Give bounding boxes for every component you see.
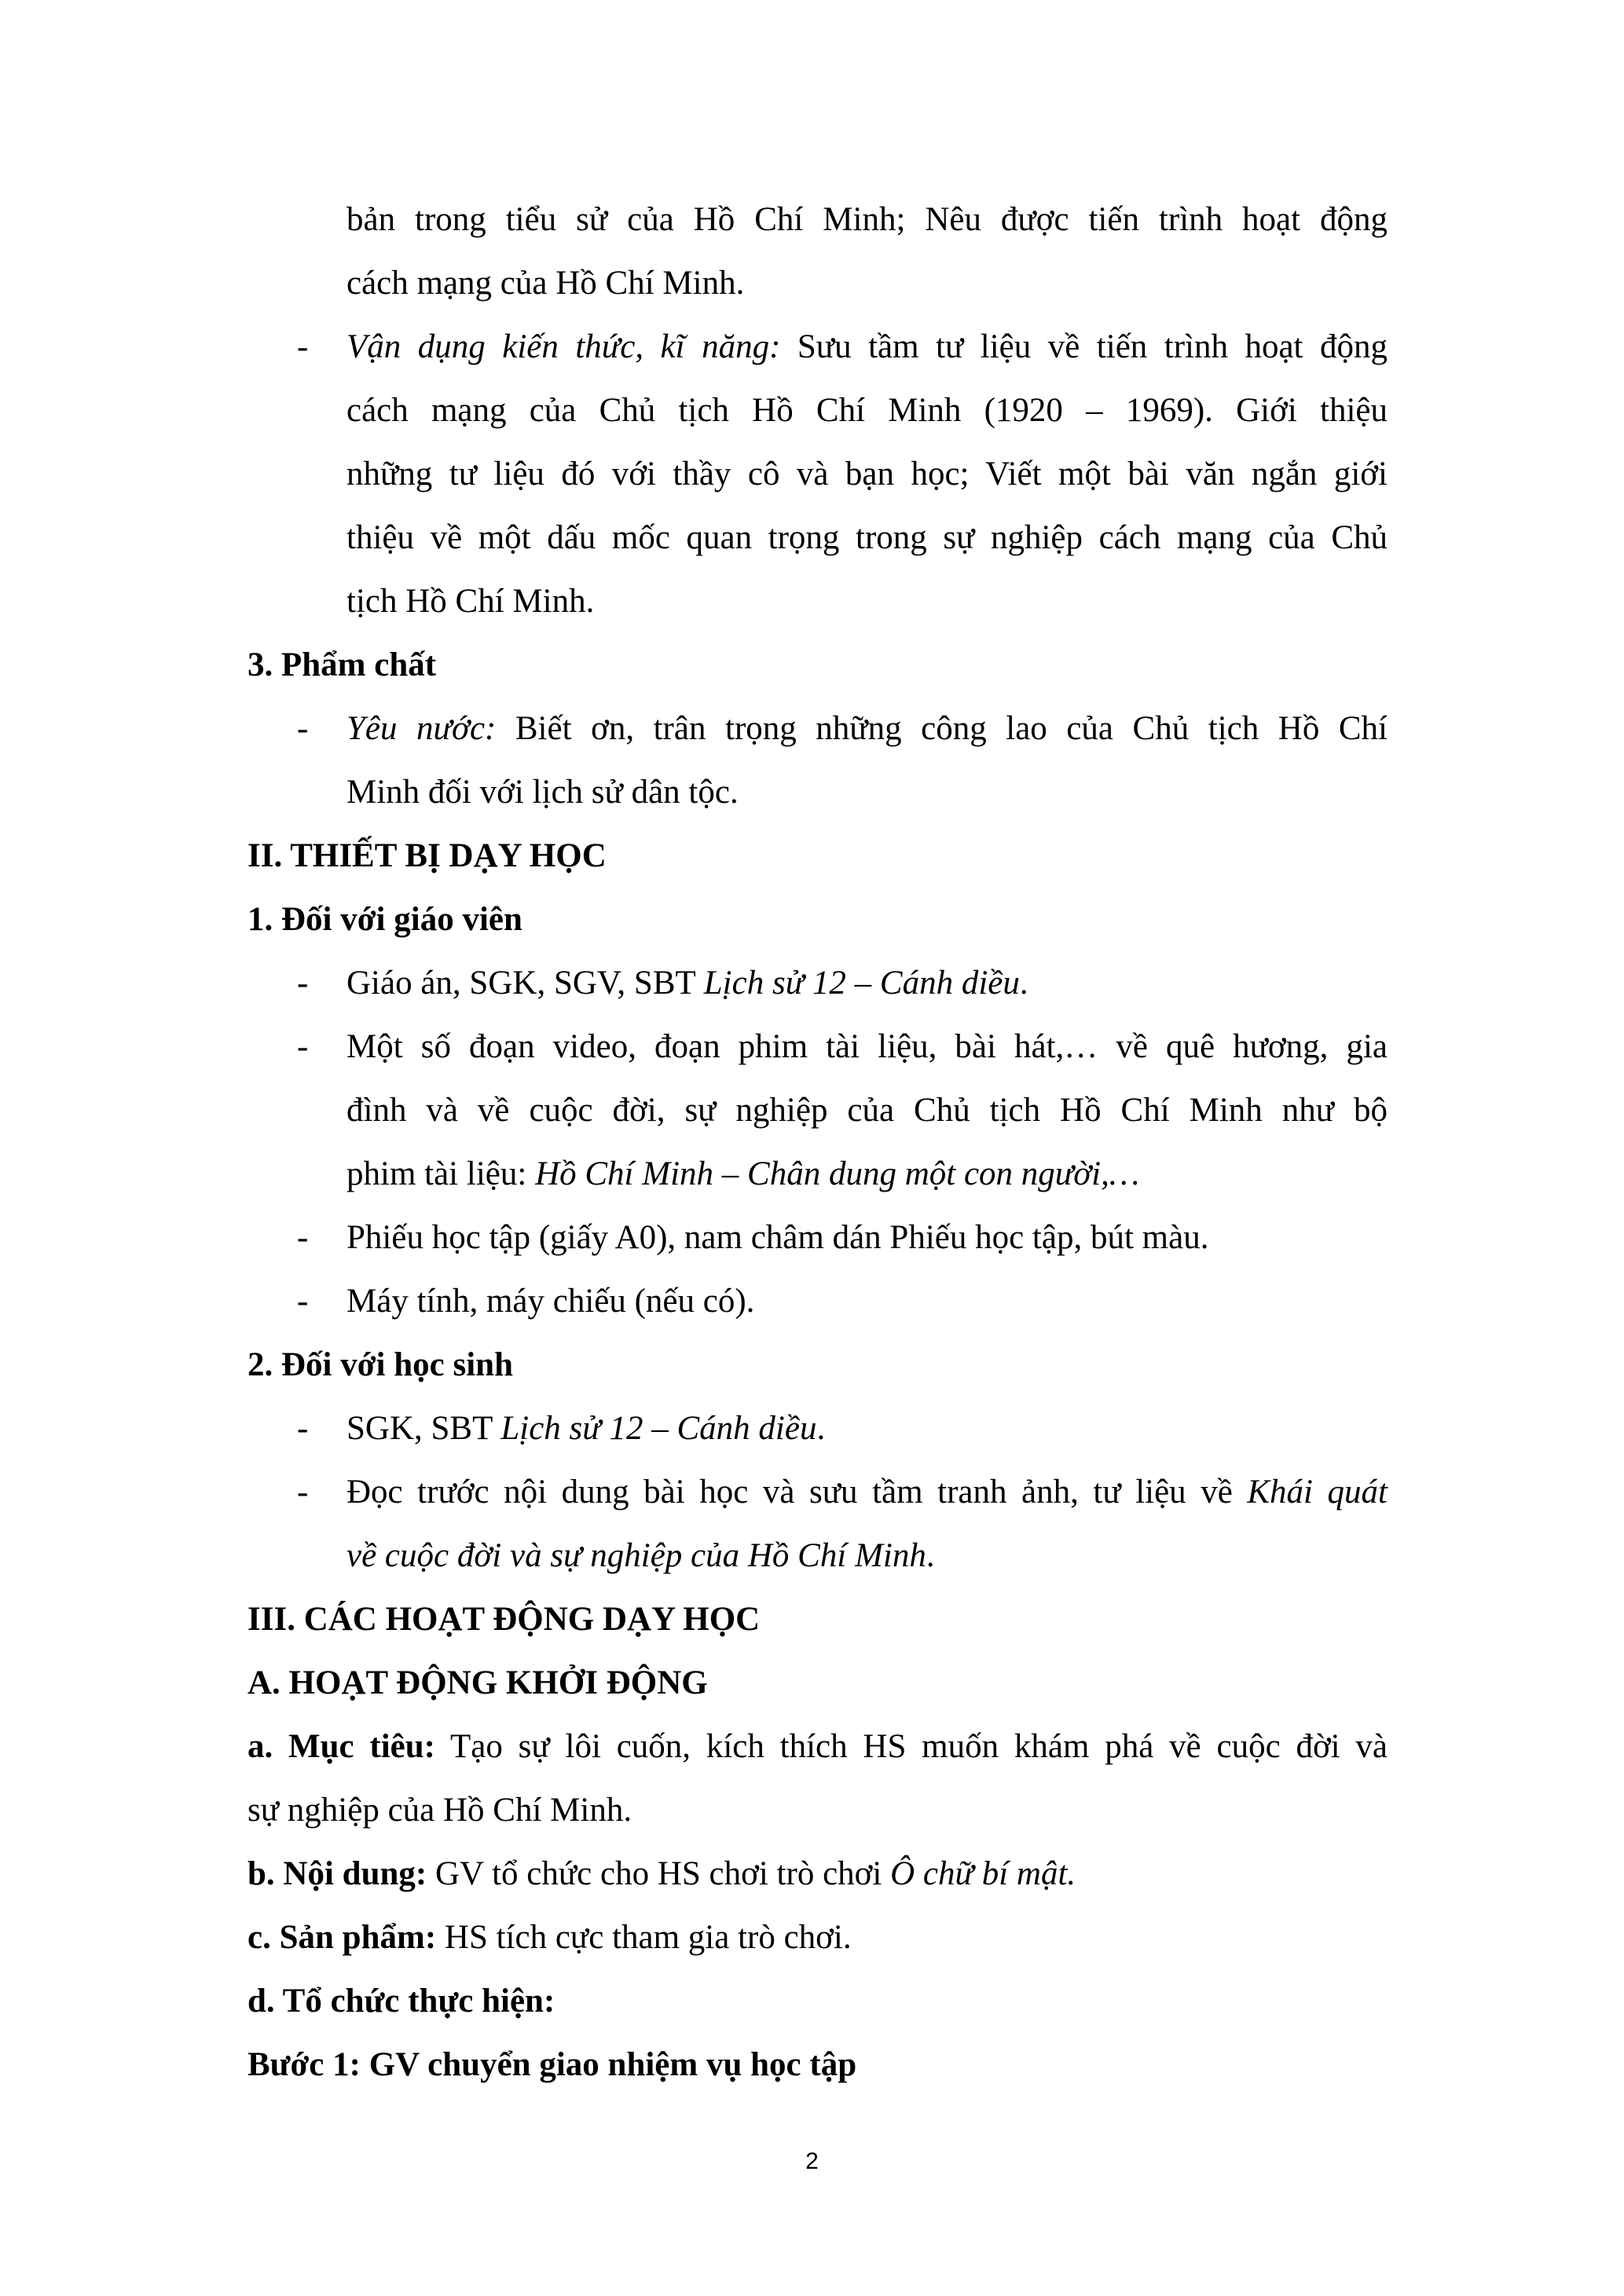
- italic-text: Hồ Chí Minh – Chân dung một con người,…: [535, 1155, 1140, 1192]
- bullet-dash: -: [297, 1028, 309, 1065]
- text-span: Biết ơn, trân trọng những công lao của Chủ tịch Hồ Chí: [496, 710, 1388, 747]
- section-heading: 2. Đối với học sinh: [247, 1346, 514, 1383]
- text-span: Minh đối với lịch sử dân tộc.: [346, 774, 739, 811]
- bullet-dash: -: [297, 710, 309, 747]
- text-span: Một số đoạn video, đoạn phim tài liệu, bài hát,… về quê hương, gia: [346, 1028, 1388, 1065]
- text-line: [247, 1914, 852, 1961]
- text-span: cách mạng của Chủ tịch Hồ Chí Minh (1920 – 1969). Giới thiệu: [346, 392, 1388, 429]
- text-line: [346, 1405, 825, 1452]
- text-line: [247, 1851, 1076, 1898]
- text-span: Phiếu học tập (giấy A0), nam châm dán Phiếu học tập, bút màu.: [346, 1219, 1209, 1256]
- section-heading: III. CÁC HOẠT ĐỘNG DẠY HỌC: [247, 1601, 761, 1638]
- text-line: [346, 1469, 1388, 1516]
- bold-label: c. Sản phẩm:: [247, 1919, 437, 1956]
- italic-text: Lịch sử 12 – Cánh diều: [500, 1410, 817, 1447]
- text-span: bản trong tiểu sử của Hồ Chí Minh; Nêu được tiến trình hoạt động: [346, 201, 1388, 238]
- text-line: [346, 260, 744, 307]
- text-line: [247, 1787, 632, 1834]
- section-heading: 1. Đối với giáo viên: [247, 901, 522, 938]
- text-span: Giáo án, SGK, SGV, SBT: [346, 965, 704, 1002]
- text-line: [346, 1087, 1388, 1134]
- bold-label: b. Nội dung:: [247, 1855, 427, 1892]
- text-span: HS tích cực tham gia trò chơi.: [436, 1919, 852, 1956]
- text-line: [346, 387, 1388, 434]
- italic-text: về cuộc đời và sự nghiệp của Hồ Chí Minh: [346, 1537, 926, 1574]
- italic-text: Yêu nước:: [346, 710, 497, 747]
- italic-text: Lịch sử 12 – Cánh diều: [703, 965, 1020, 1002]
- section-heading: 3. Phẩm chất: [247, 646, 437, 683]
- text-span: cách mạng của Hồ Chí Minh.: [346, 265, 745, 302]
- text-line: [346, 705, 1388, 753]
- bullet-dash: -: [297, 1410, 309, 1447]
- text-span: Đọc trước nội dung bài học và sưu tầm tranh ảnh, tư liệu về: [346, 1474, 1248, 1511]
- text-line: [346, 1532, 935, 1580]
- text-line: [346, 514, 1388, 562]
- italic-text: Vận dụng kiến thức, kĩ năng:: [346, 328, 781, 365]
- text-line: [346, 960, 1028, 1007]
- text-span: Máy tính, máy chiếu (nếu có).: [346, 1283, 755, 1320]
- text-line: [346, 578, 594, 625]
- text-span: .: [1019, 965, 1028, 1002]
- text-line: [346, 196, 1388, 244]
- text-line: [346, 1151, 1139, 1198]
- bullet-dash: -: [297, 328, 309, 365]
- text-line: [346, 1278, 754, 1325]
- text-span: .: [926, 1537, 935, 1574]
- text-span: GV tổ chức cho HS chơi trò chơi: [427, 1855, 891, 1892]
- text-line: [247, 1723, 1388, 1771]
- section-heading: Bước 1: GV chuyển giao nhiệm vụ học tập: [247, 2046, 857, 2083]
- text-line: [346, 451, 1388, 498]
- text-line: [346, 1023, 1388, 1071]
- section-heading: A. HOẠT ĐỘNG KHỞI ĐỘNG: [247, 1664, 708, 1701]
- text-span: đình và về cuộc đời, sự nghiệp của Chủ tịch Hồ Chí Minh như bộ: [346, 1092, 1388, 1129]
- section-heading: II. THIẾT BỊ DẠY HỌC: [247, 837, 607, 874]
- page-number: 2: [805, 2148, 819, 2174]
- bullet-dash: -: [297, 1474, 309, 1511]
- text-line: [346, 769, 739, 816]
- bullet-dash: -: [297, 1219, 309, 1256]
- text-span: SGK, SBT: [346, 1410, 501, 1447]
- text-span: tịch Hồ Chí Minh.: [346, 583, 595, 620]
- text-span: sự nghiệp của Hồ Chí Minh.: [247, 1792, 632, 1829]
- text-span: Sưu tầm tư liệu về tiến trình hoạt động: [780, 328, 1388, 365]
- italic-text: Khái quát: [1247, 1474, 1388, 1511]
- bullet-dash: -: [297, 965, 309, 1002]
- bullet-dash: -: [297, 1283, 309, 1320]
- text-span: .: [816, 1410, 826, 1447]
- italic-text: Ô chữ bí mật.: [890, 1855, 1076, 1892]
- text-line: [346, 1214, 1208, 1262]
- text-span: những tư liệu đó với thầy cô và bạn học; Viết một bài văn ngắn giới: [346, 456, 1388, 493]
- text-span: phim tài liệu:: [346, 1155, 536, 1192]
- section-heading: d. Tổ chức thực hiện:: [247, 1983, 555, 2020]
- text-span: Tạo sự lôi cuốn, kích thích HS muốn khám phá về cuộc đời và: [435, 1728, 1388, 1765]
- text-line: [346, 324, 1388, 371]
- text-span: thiệu về một dấu mốc quan trọng trong sự nghiệp cách mạng của Chủ: [346, 519, 1388, 556]
- bold-label: a. Mục tiêu:: [247, 1728, 436, 1765]
